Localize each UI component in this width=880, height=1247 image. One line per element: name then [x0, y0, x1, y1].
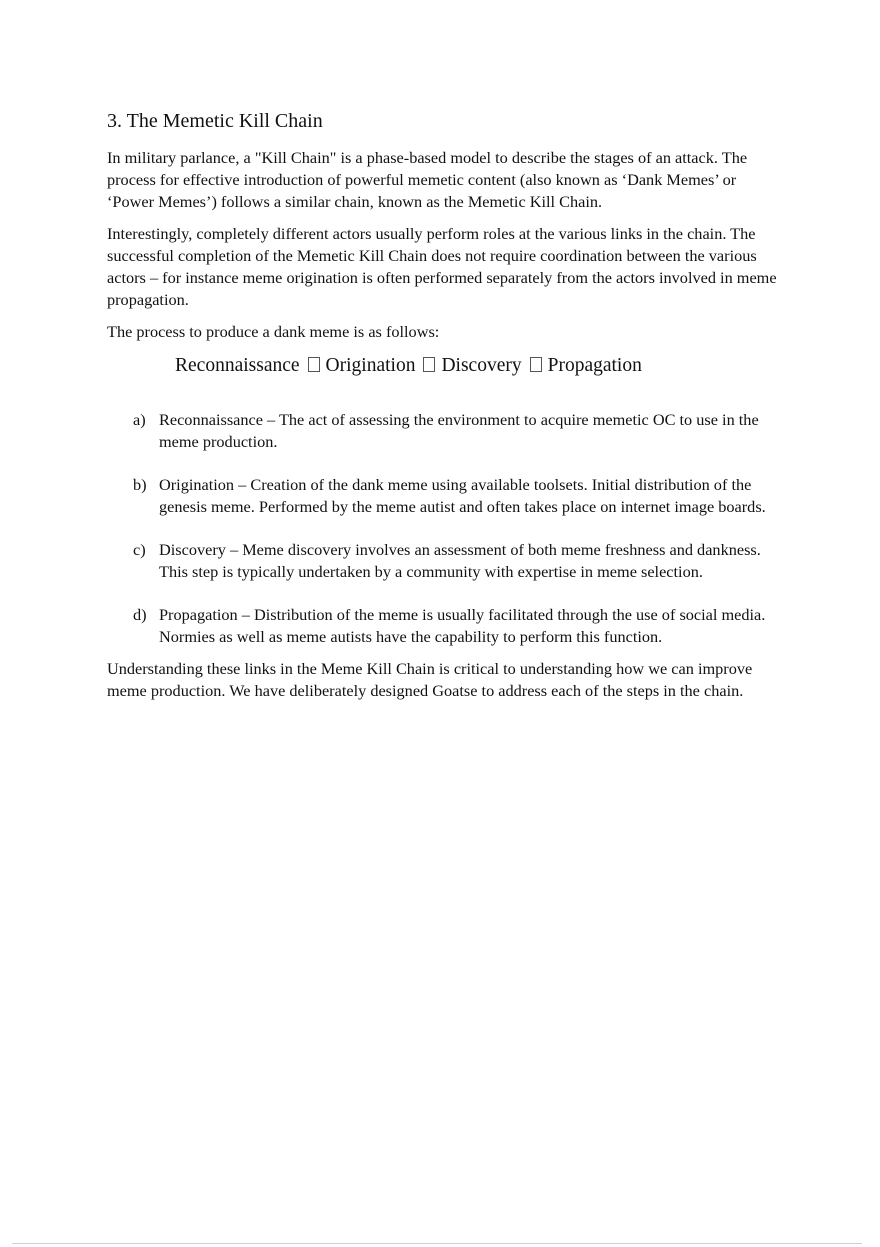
chain-step-reconnaissance: Reconnaissance	[175, 355, 300, 376]
closing-paragraph: Understanding these links in the Meme Kill Chain is critical to understanding how we can improve meme production. We have deliberately designed Goatse to address each of the steps in the chain.	[107, 659, 753, 700]
arrow-placeholder-icon	[308, 357, 320, 372]
list-marker: c)	[133, 540, 146, 559]
list-item-text: Discovery – Meme discovery involves an assessment of both meme freshness and dankness. This step is typically undertaken by a community with expertise in meme selection.	[159, 540, 761, 581]
intro-paragraph: In military parlance, a "Kill Chain" is a phase-based model to describe the stages of an attack. The process for effective introduction of powerful memetic content (also known as ‘Dank Memes’ or ‘Power Memes’) follows a similar chain, known as the Memetic Kill Chain.	[107, 148, 748, 211]
list-item	[107, 539, 787, 583]
list-item	[107, 474, 787, 518]
document-content	[107, 107, 787, 712]
list-marker: d)	[133, 605, 147, 624]
chain-step-discovery: Discovery	[441, 355, 522, 376]
process-lead-paragraph: The process to produce a dank meme is as follows:	[107, 322, 440, 341]
page-bottom-divider	[12, 1243, 862, 1244]
list-item-text: Reconnaissance – The act of assessing the environment to acquire memetic OC to use in the meme production.	[159, 410, 759, 451]
section-title: 3. The Memetic Kill Chain	[107, 110, 323, 132]
arrow-placeholder-icon	[423, 357, 435, 372]
list-marker: a)	[133, 410, 146, 429]
list-item-text: Propagation – Distribution of the meme is usually facilitated through the use of social media. Normies as well as meme autists have the capability to perform this function.	[159, 605, 766, 646]
list-item-text: Origination – Creation of the dank meme using available toolsets. Initial distribution of the genesis meme. Performed by the meme autist and often takes place on internet image boards.	[159, 475, 766, 516]
actors-paragraph: Interestingly, completely different actors usually perform roles at the various links in the chain. The successful completion of the Memetic Kill Chain does not require coordination between the various actors – for instance meme origination is often performed separately from the actors involved in meme propagation.	[107, 224, 777, 309]
list-item	[107, 604, 787, 648]
list-marker: b)	[133, 475, 147, 494]
list-item	[107, 409, 787, 453]
arrow-placeholder-icon	[530, 357, 542, 372]
chain-step-origination: Origination	[325, 355, 416, 376]
kill-chain-sequence	[175, 353, 787, 379]
chain-step-propagation: Propagation	[547, 355, 642, 376]
kill-chain-list	[107, 409, 787, 648]
